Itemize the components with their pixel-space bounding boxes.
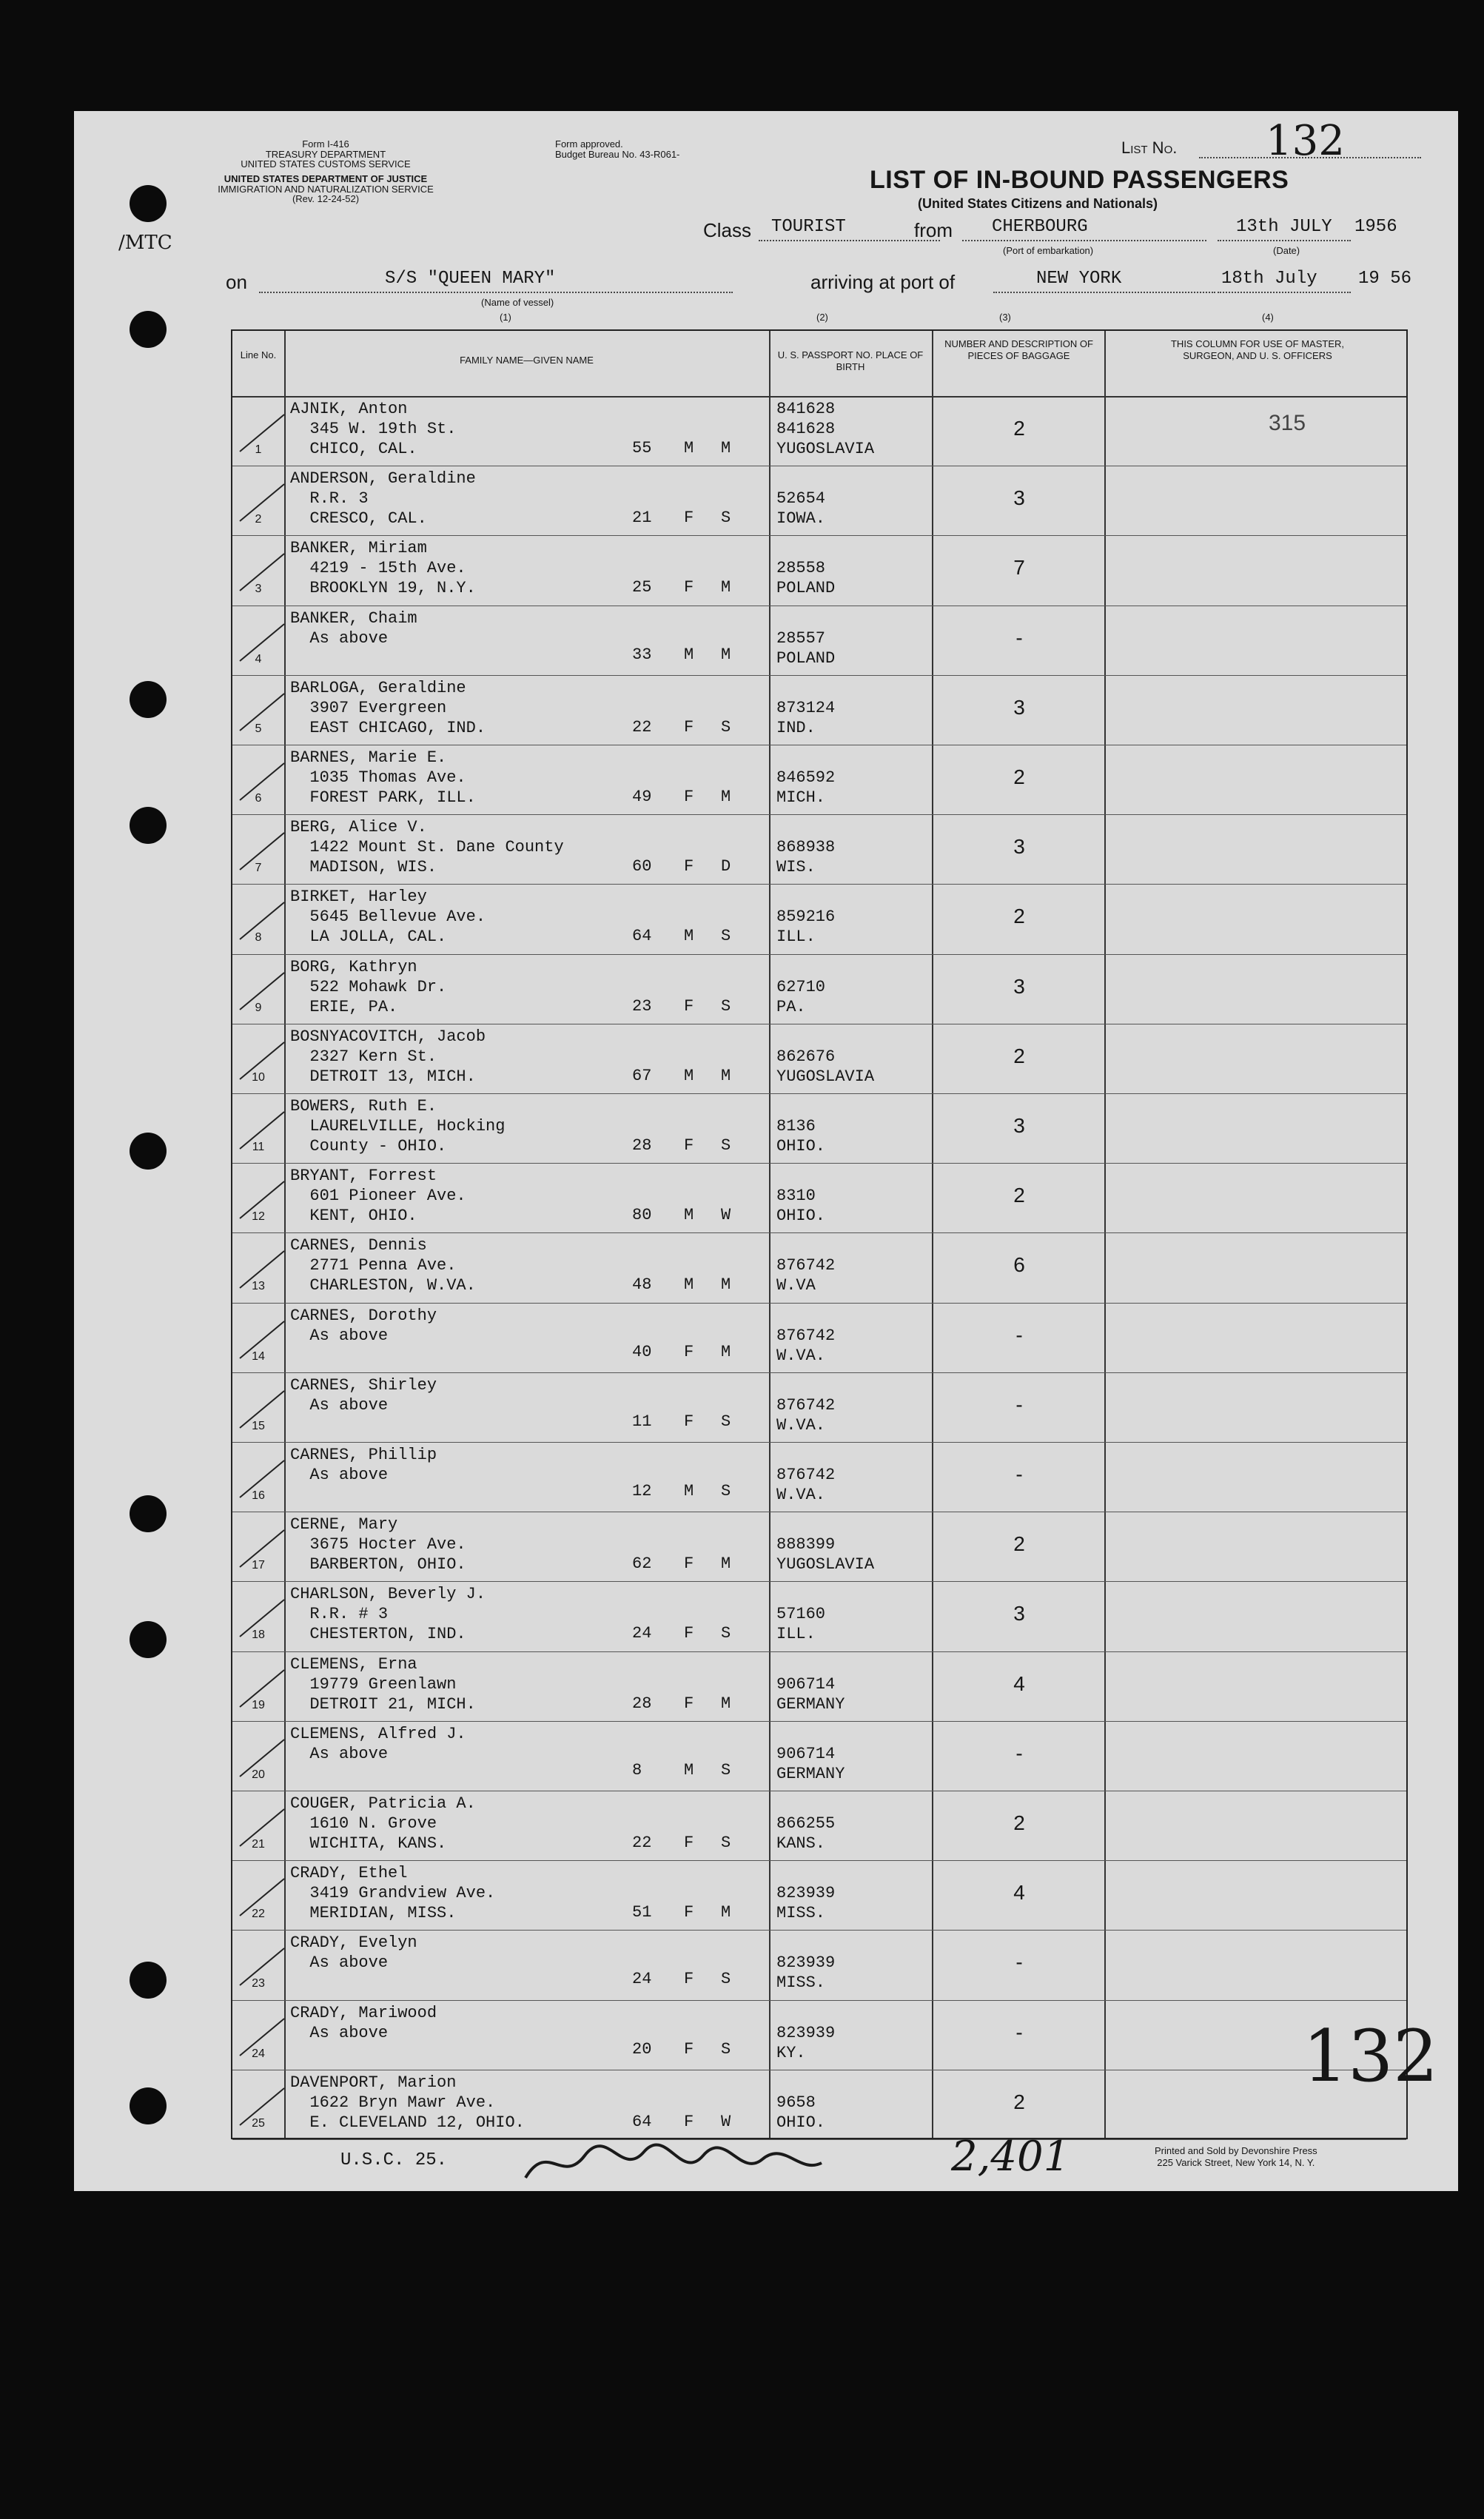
baggage-count: 3 [1013, 695, 1025, 719]
passenger-marital-status: M [721, 1694, 731, 1713]
arrival-year-prefix: 19 [1358, 269, 1380, 289]
passenger-age: 51 [632, 1903, 652, 1922]
passenger-sex: F [684, 857, 694, 876]
col-header-name: FAMILY NAME—GIVEN NAME [460, 355, 594, 366]
passenger-age: 60 [632, 857, 652, 876]
baggage-count: 2 [1013, 905, 1025, 928]
table-row [232, 606, 1406, 676]
passenger-marital-status: S [721, 2039, 731, 2059]
line-number: 9 [255, 1001, 262, 1014]
passenger-age: 80 [632, 1206, 652, 1225]
line-number: 14 [252, 1349, 265, 1363]
passenger-age: 22 [632, 717, 652, 737]
passport-birthplace: 8136 OHIO. [776, 1117, 826, 1155]
passport-birthplace: 823939 MISS. [776, 1953, 836, 1993]
passenger-age: 62 [632, 1554, 652, 1574]
table-row [232, 745, 1406, 815]
passenger-age: 23 [632, 996, 652, 1016]
passport-birthplace: 906714 GERMANY [776, 1674, 845, 1714]
baggage-count: 2 [1013, 2090, 1025, 2113]
form-id: Form I-416 [302, 138, 349, 150]
passenger-sex: M [684, 927, 694, 946]
passenger-name-address: BARLOGA, Geraldine 3907 Evergreen EAST CHICAGO, IND. [290, 678, 486, 737]
passenger-name-address: CRADY, Mariwood As above [290, 2003, 437, 2042]
passenger-marital-status: D [721, 857, 731, 876]
passport-birthplace: 52654 IOWA. [776, 489, 826, 529]
passenger-name-address: CARNES, Phillip As above [290, 1446, 437, 1484]
passenger-name-address: CARNES, Dennis 2771 Penna Ave. CHARLESTON, W.VA. [290, 1236, 476, 1295]
arrival-year-suffix: 56 [1390, 269, 1412, 289]
manifest-sheet [74, 111, 1458, 2191]
passenger-marital-status: S [721, 1834, 731, 1852]
margin-mark: /MTC [118, 232, 172, 254]
port-of-embarkation: CHERBOURG [992, 217, 1088, 237]
passenger-marital-status: M [721, 1554, 731, 1574]
line-number: 20 [252, 1768, 265, 1781]
passenger-sex: M [684, 645, 694, 664]
form-identification [215, 139, 437, 204]
passenger-sex: F [684, 1554, 694, 1574]
passport-birthplace: 846592 MICH. [776, 768, 836, 807]
passenger-marital-status: S [721, 509, 731, 528]
baggage-count: - [1015, 1741, 1023, 1765]
punch-hole [130, 311, 167, 348]
baggage-count: - [1015, 1951, 1023, 1974]
passport-birthplace: 866255 KANS. [776, 1814, 836, 1853]
line-number: 3 [255, 583, 262, 596]
baggage-count: 2 [1013, 1184, 1025, 1207]
col-num-3: (3) [999, 312, 1011, 323]
passenger-name-address: CERNE, Mary 3675 Hocter Ave. BARBERTON, OHIO. [290, 1515, 466, 1574]
passport-birthplace: 8310 OHIO. [776, 1187, 826, 1226]
line-number: 8 [255, 931, 262, 945]
baggage-count: 2 [1013, 765, 1025, 788]
passenger-sex: M [684, 1275, 694, 1295]
passenger-name-address: BRYANT, Forrest 601 Pioneer Ave. KENT, OHIO. [290, 1167, 466, 1226]
table-row [232, 1860, 1406, 1931]
passport-birthplace: 876742 W.VA. [776, 1395, 836, 1435]
table-row [232, 884, 1406, 954]
passenger-name-address: COUGER, Patricia A. 1610 N. Grove WICHITA, KANS. [290, 1794, 476, 1853]
line-number: 17 [252, 1559, 265, 1572]
passenger-age: 49 [632, 788, 652, 806]
class-label: Class [703, 219, 752, 241]
signature-scrawl [518, 2133, 829, 2193]
vessel-caption: (Name of vessel) [481, 297, 554, 308]
line-number: 1 [255, 443, 262, 456]
table-row [232, 1581, 1406, 1651]
baggage-count: 7 [1013, 556, 1025, 580]
passenger-marital-status: M [721, 439, 731, 457]
punch-hole [130, 1133, 167, 1170]
baggage-count: 3 [1013, 1602, 1025, 1626]
passenger-name-address: DAVENPORT, Marion 1622 Bryn Mawr Ave. E. CLEVELAND 12, OHIO. [290, 2073, 525, 2132]
passenger-marital-status: S [721, 1970, 731, 1989]
passenger-name-address: BIRKET, Harley 5645 Bellevue Ave. LA JOLLA, CAL. [290, 888, 486, 947]
baggage-count: - [1015, 1323, 1023, 1346]
passport-birthplace: 841628 841628 YUGOSLAVIA [776, 400, 875, 458]
passport-birthplace: 906714 GERMANY [776, 1744, 845, 1783]
passenger-age: 48 [632, 1275, 652, 1295]
line-number: 22 [252, 1908, 265, 1921]
passenger-sex: F [684, 788, 694, 806]
passenger-age: 24 [632, 1970, 652, 1989]
baggage-count: 2 [1013, 417, 1025, 440]
line-number: 24 [252, 2047, 265, 2060]
line-number: 16 [252, 1489, 265, 1502]
line-number: 2 [255, 513, 262, 526]
passenger-name-address: CLEMENS, Alfred J. As above [290, 1724, 466, 1763]
passenger-marital-status: S [721, 1412, 731, 1431]
arrival-year [1358, 269, 1411, 288]
arriving-label: arriving at port of [810, 271, 956, 293]
passenger-sex: F [684, 509, 694, 528]
passenger-age: 8 [632, 1760, 642, 1780]
table-row [232, 2000, 1406, 2070]
line-number: 25 [252, 2116, 265, 2130]
passport-birthplace: 868938 WIS. [776, 838, 836, 877]
passenger-name-address: CARNES, Dorothy As above [290, 1306, 437, 1345]
passenger-sex: M [684, 1206, 694, 1225]
baggage-count: 6 [1013, 1253, 1025, 1277]
baggage-count: 3 [1013, 974, 1025, 998]
passenger-sex: F [684, 996, 694, 1016]
line-number: 11 [252, 1141, 265, 1153]
passenger-marital-status: S [721, 717, 731, 737]
punch-hole [130, 2087, 167, 2124]
line-number: 23 [252, 1977, 265, 1990]
col-header-officers: THIS COLUMN FOR USE OF MASTER, SURGEON, AND U. S. OFFICERS [1170, 338, 1344, 362]
embarkation-year: 1956 [1354, 217, 1397, 237]
handwritten-number: 2,401 [951, 2133, 1070, 2181]
handwritten-list-number: 132 [1303, 2015, 1439, 2098]
col-num-1: (1) [500, 312, 511, 323]
customs-label: UNITED STATES CUSTOMS SERVICE [241, 158, 411, 170]
passenger-sex: F [684, 1136, 694, 1155]
table-row [232, 396, 1406, 466]
passport-birthplace: 873124 IND. [776, 698, 836, 737]
printer-line-1: Printed and Sold by Devonshire Press [1155, 2145, 1317, 2156]
baggage-count: - [1015, 1463, 1023, 1486]
passenger-sex: F [684, 1834, 694, 1852]
form-approval [555, 139, 679, 159]
passenger-age: 11 [632, 1412, 652, 1431]
date-caption: (Date) [1273, 245, 1300, 256]
embarkation-date: 13th JULY [1236, 217, 1332, 237]
passenger-sex: M [684, 439, 694, 457]
passenger-name-address: BANKER, Chaim As above [290, 608, 417, 648]
passenger-name-address: CLEMENS, Erna 19779 Greenlawn DETROIT 21, MICH. [290, 1654, 476, 1714]
table-row [232, 466, 1406, 536]
baggage-count: 2 [1013, 1811, 1025, 1834]
passenger-age: 20 [632, 2039, 652, 2059]
passenger-name-address: CRADY, Evelyn As above [290, 1933, 417, 1973]
punch-hole [130, 807, 167, 844]
passenger-marital-status: S [721, 1760, 731, 1780]
passenger-sex: F [684, 1694, 694, 1713]
passenger-age: 12 [632, 1482, 652, 1500]
passenger-sex: M [684, 1066, 694, 1085]
passenger-age: 28 [632, 1694, 652, 1713]
punch-hole [130, 1495, 167, 1532]
passenger-age: 33 [632, 645, 652, 664]
passenger-name-address: BERG, Alice V. 1422 Mount St. Dane County MADISON, WIS. [290, 818, 564, 877]
passenger-marital-status: M [721, 645, 731, 664]
passenger-sex: F [684, 1342, 694, 1361]
officer-note: 315 [1269, 411, 1306, 435]
line-number: 15 [252, 1419, 265, 1432]
passenger-marital-status: S [721, 1624, 731, 1643]
table-row [232, 954, 1406, 1024]
baggage-count: 3 [1013, 1114, 1025, 1137]
passenger-sex: F [684, 1970, 694, 1989]
passenger-age: 25 [632, 578, 652, 597]
table-row [232, 1093, 1406, 1164]
passenger-sex: M [684, 1482, 694, 1500]
port-of-arrival: NEW YORK [1036, 269, 1122, 289]
table-row [232, 814, 1406, 885]
passport-birthplace: 859216 ILL. [776, 908, 836, 947]
passenger-name-address: BANKER, Miriam 4219 - 15th Ave. BROOKLYN 19, N.Y. [290, 539, 476, 598]
list-no: 132 [1266, 117, 1345, 165]
passenger-table [231, 329, 1408, 2139]
punch-hole [130, 1962, 167, 1999]
baggage-count: 3 [1013, 835, 1025, 859]
passenger-name-address: BARNES, Marie E. 1035 Thomas Ave. FOREST PARK, ILL. [290, 748, 476, 807]
passenger-marital-status: S [721, 996, 731, 1016]
passenger-name-address: CRADY, Ethel 3419 Grandview Ave. MERIDIAN, MISS. [290, 1864, 496, 1923]
passport-birthplace: 28557 POLAND [776, 628, 836, 668]
passenger-marital-status: M [721, 1275, 731, 1295]
passenger-marital-status: M [721, 578, 731, 597]
baggage-count: 2 [1013, 1044, 1025, 1067]
col-num-4: (4) [1262, 312, 1274, 323]
handwritten-signature [518, 2133, 829, 2196]
baggage-count: - [1015, 1392, 1023, 1416]
table-row [232, 1232, 1406, 1303]
justice-label: UNITED STATES DEPARTMENT OF JUSTICE [224, 172, 428, 184]
on-label: on [226, 271, 247, 293]
line-number: 21 [252, 1838, 265, 1851]
passenger-name-address: BOWERS, Ruth E. LAURELVILLE, Hocking County - OHIO. [290, 1097, 506, 1155]
line-number: 13 [252, 1280, 265, 1293]
passport-birthplace: 57160 ILL. [776, 1605, 826, 1644]
passenger-marital-status: W [721, 1206, 731, 1225]
passenger-marital-status: S [721, 1136, 731, 1155]
treasury-label: TREASURY DEPARTMENT [265, 148, 386, 160]
passenger-name-address: AJNIK, Anton 345 W. 19th St. CHICO, CAL. [290, 400, 457, 458]
passenger-marital-status: S [721, 1482, 731, 1500]
passport-birthplace: 876742 W.VA [776, 1256, 836, 1295]
passenger-sex: F [684, 717, 694, 737]
table-header [232, 331, 1406, 398]
line-number: 4 [255, 652, 262, 665]
col-num-2: (2) [816, 312, 828, 323]
passenger-marital-status: M [721, 788, 731, 806]
table-row [232, 1512, 1406, 1582]
passenger-marital-status: M [721, 1903, 731, 1922]
printer-line-2: 225 Varick Street, New York 14, N. Y. [1157, 2157, 1315, 2169]
table-row [232, 1651, 1406, 1722]
table-row [232, 2070, 1406, 2140]
baggage-count: 4 [1013, 1671, 1025, 1695]
baggage-count: 2 [1013, 1532, 1025, 1556]
line-number: 7 [255, 862, 262, 875]
table-row [232, 535, 1406, 606]
passport-birthplace: 28558 POLAND [776, 559, 836, 598]
passport-birthplace: 823939 KY. [776, 2023, 836, 2062]
line-number: 18 [252, 1629, 265, 1642]
passenger-age: 64 [632, 2112, 652, 2131]
passenger-name-address: CARNES, Shirley As above [290, 1375, 437, 1415]
list-no-label: List No. [1121, 138, 1178, 157]
passenger-age: 40 [632, 1342, 652, 1361]
table-row [232, 1442, 1406, 1512]
line-number: 19 [252, 1698, 265, 1711]
baggage-count: 3 [1013, 486, 1025, 510]
punch-hole [130, 1621, 167, 1658]
passenger-sex: F [684, 578, 694, 597]
passport-birthplace: 888399 YUGOSLAVIA [776, 1535, 875, 1574]
passport-birthplace: 9658 OHIO. [776, 2093, 826, 2132]
table-row [232, 1303, 1406, 1373]
page-title: LIST OF IN-BOUND PASSENGERS [870, 166, 1289, 194]
form-approved: Form approved. [555, 138, 623, 150]
passport-birthplace: 876742 W.VA. [776, 1466, 836, 1504]
rev-label: (Rev. 12-24-52) [292, 193, 360, 205]
passport-birthplace: 823939 MISS. [776, 1884, 836, 1923]
line-number: 6 [255, 792, 262, 805]
printer-credit [1155, 2145, 1317, 2170]
table-row [232, 675, 1406, 745]
table-row [232, 1163, 1406, 1233]
passenger-age: 67 [632, 1066, 652, 1085]
punch-hole [130, 681, 167, 718]
line-number: 12 [252, 1210, 265, 1224]
form-code: U.S.C. 25. [340, 2150, 448, 2170]
passenger-marital-status: W [721, 2112, 731, 2131]
from-label: from [914, 219, 953, 241]
passenger-name-address: ANDERSON, Geraldine R.R. 3 CRESCO, CAL. [290, 469, 476, 529]
passenger-marital-status: M [721, 1342, 731, 1361]
passenger-age: 24 [632, 1624, 652, 1643]
port-embark-caption: (Port of embarkation) [1003, 245, 1094, 256]
table-row [232, 1024, 1406, 1094]
passenger-sex: F [684, 1412, 694, 1431]
table-row [232, 1930, 1406, 2000]
passenger-age: 22 [632, 1834, 652, 1852]
class-value: TOURIST [771, 217, 846, 237]
passenger-age: 21 [632, 509, 652, 528]
ins-label: IMMIGRATION AND NATURALIZATION SERVICE [218, 183, 434, 195]
passenger-sex: F [684, 2039, 694, 2059]
vessel-name: S/S "QUEEN MARY" [385, 269, 556, 289]
passenger-sex: F [684, 1624, 694, 1643]
budget-bureau: Budget Bureau No. 43-R061- [555, 148, 680, 160]
col-header-line: Line No. [240, 349, 277, 360]
passport-birthplace: 876742 W.VA. [776, 1326, 836, 1365]
passenger-marital-status: M [721, 1066, 731, 1085]
passenger-age: 64 [632, 927, 652, 946]
passenger-sex: F [684, 2112, 694, 2131]
passenger-sex: F [684, 1903, 694, 1922]
table-row [232, 1721, 1406, 1791]
col-header-passport: U. S. PASSPORT NO. PLACE OF BIRTH [777, 349, 924, 373]
passenger-name-address: BOSNYACOVITCH, Jacob 2327 Kern St. DETROIT 13, MICH. [290, 1027, 486, 1086]
passenger-age: 55 [632, 439, 652, 457]
page-subtitle: (United States Citizens and Nationals) [918, 196, 1158, 211]
line-number: 10 [252, 1070, 265, 1084]
passport-birthplace: 62710 PA. [776, 977, 826, 1016]
baggage-count: 4 [1013, 1881, 1025, 1905]
table-row [232, 1791, 1406, 1861]
passenger-name-address: CHARLSON, Beverly J. R.R. # 3 CHESTERTON, IND. [290, 1585, 486, 1644]
passenger-marital-status: S [721, 927, 731, 946]
table-row [232, 1372, 1406, 1443]
passport-birthplace: 862676 YUGOSLAVIA [776, 1047, 875, 1086]
line-number: 5 [255, 722, 262, 735]
baggage-count: - [1015, 625, 1023, 649]
passenger-age: 28 [632, 1136, 652, 1155]
arrival-date: 18th July [1221, 269, 1317, 289]
baggage-count: - [1015, 2020, 1023, 2044]
col-header-baggage: NUMBER AND DESCRIPTION OF PIECES OF BAGGAGE [944, 338, 1093, 362]
punch-hole [130, 185, 167, 222]
passenger-name-address: BORG, Kathryn 522 Mohawk Dr. ERIE, PA. [290, 957, 447, 1016]
passenger-sex: M [684, 1760, 694, 1780]
